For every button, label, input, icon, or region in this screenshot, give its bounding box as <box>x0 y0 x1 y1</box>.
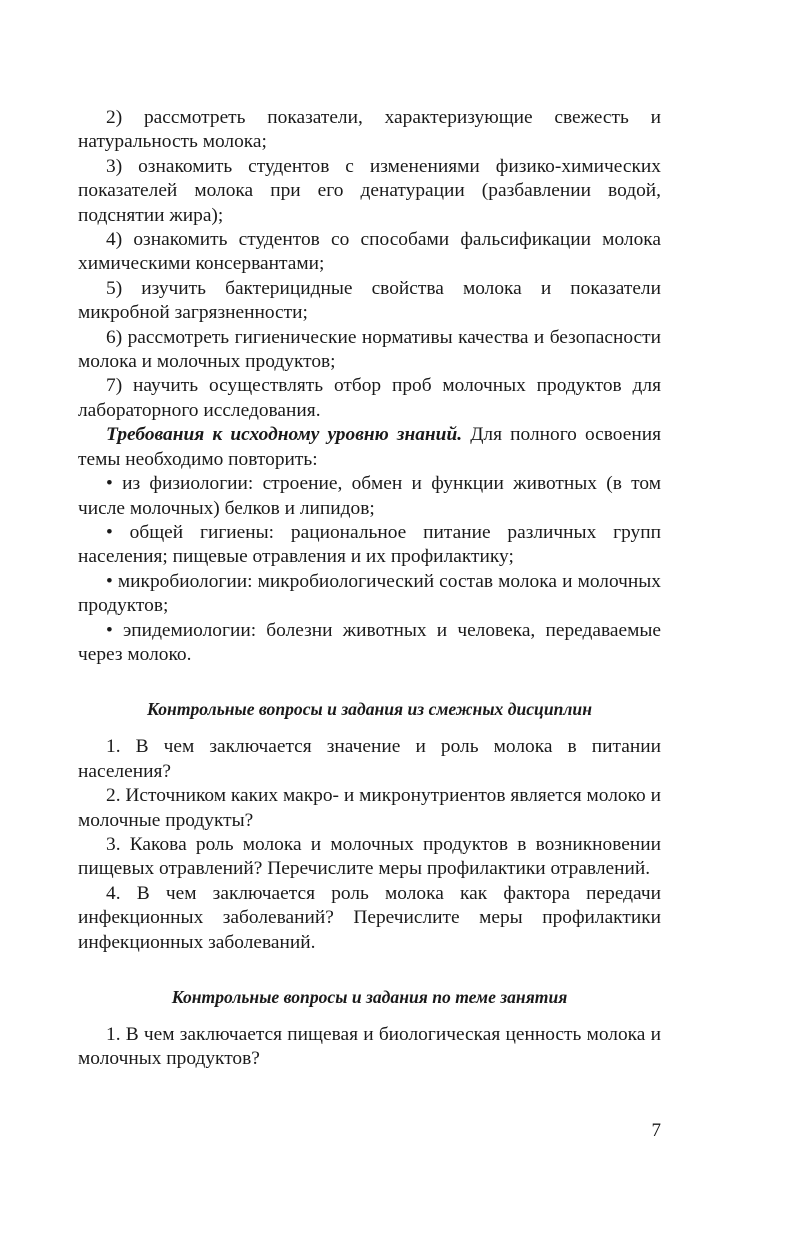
intro-item: 3) ознакомить студентов с изменениями физико-химических показателей молока при его денатурации (разбавлении водой, подснятии жира); <box>78 155 661 226</box>
intro-item: 5) изучить бактерицидные свойства молока и показатели микробной загрязненности; <box>78 277 661 324</box>
requirements-item: • общей гигиены: рациональное питание различных групп населения; пищевые отравления и их профилактику; <box>78 521 661 568</box>
intro-item: 7) научить осуществлять отбор проб молочных продуктов для лабораторного исследования. <box>78 375 661 421</box>
page-body <box>78 106 661 1072</box>
requirements-item: • эпидемиологии: болезни животных и человека, передаваемые через молоко. <box>78 619 661 665</box>
question-item: 3. Какова роль молока и молочных продуктов в возникновении пищевых отравлений? Перечислите меры профилактики отравлений. <box>78 833 661 880</box>
intro-item: 2) рассмотреть показатели, характеризующие свежесть и натуральность молока; <box>78 107 661 153</box>
question-item: 4. В чем заключается роль молока как фактора передачи инфекционных заболеваний? Перечислите меры профилактики инфекционных заболеваний. <box>78 882 661 953</box>
requirements-lead: Требования к исходному уровню знаний. <box>106 424 463 446</box>
question-item: 1. В чем заключается пищевая и биологическая ценность молока и молочных продуктов? <box>78 1024 661 1070</box>
section-heading-lesson-topic: Контрольные вопросы и задания по теме занятия <box>171 987 568 1007</box>
section-heading-related-disciplines: Контрольные вопросы и задания из смежных дисциплин <box>147 699 592 720</box>
intro-item: 4) ознакомить студентов со способами фальсификации молока химическими консервантами; <box>78 229 661 275</box>
intro-item: 6) рассмотреть гигиенические нормативы качества и безопасности молока и молочных продуктов; <box>78 326 661 373</box>
requirements-text: Для полного освоения темы необходимо повторить: <box>78 424 661 470</box>
question-item: 1. В чем заключается значение и роль молока в питании населения? <box>78 736 661 782</box>
page-number: 7 <box>651 1120 661 1141</box>
requirements-item: • из физиологии: строение, обмен и функции животных (в том числе молочных) белков и липидов; <box>78 473 661 519</box>
question-item: 2. Источником каких макро- и микронутриентов является молоко и молочные продукты? <box>78 785 661 831</box>
requirements-paragraph <box>78 423 661 472</box>
requirements-item: • микробиологии: микробиологический состав молока и молочных продуктов; <box>78 570 661 617</box>
